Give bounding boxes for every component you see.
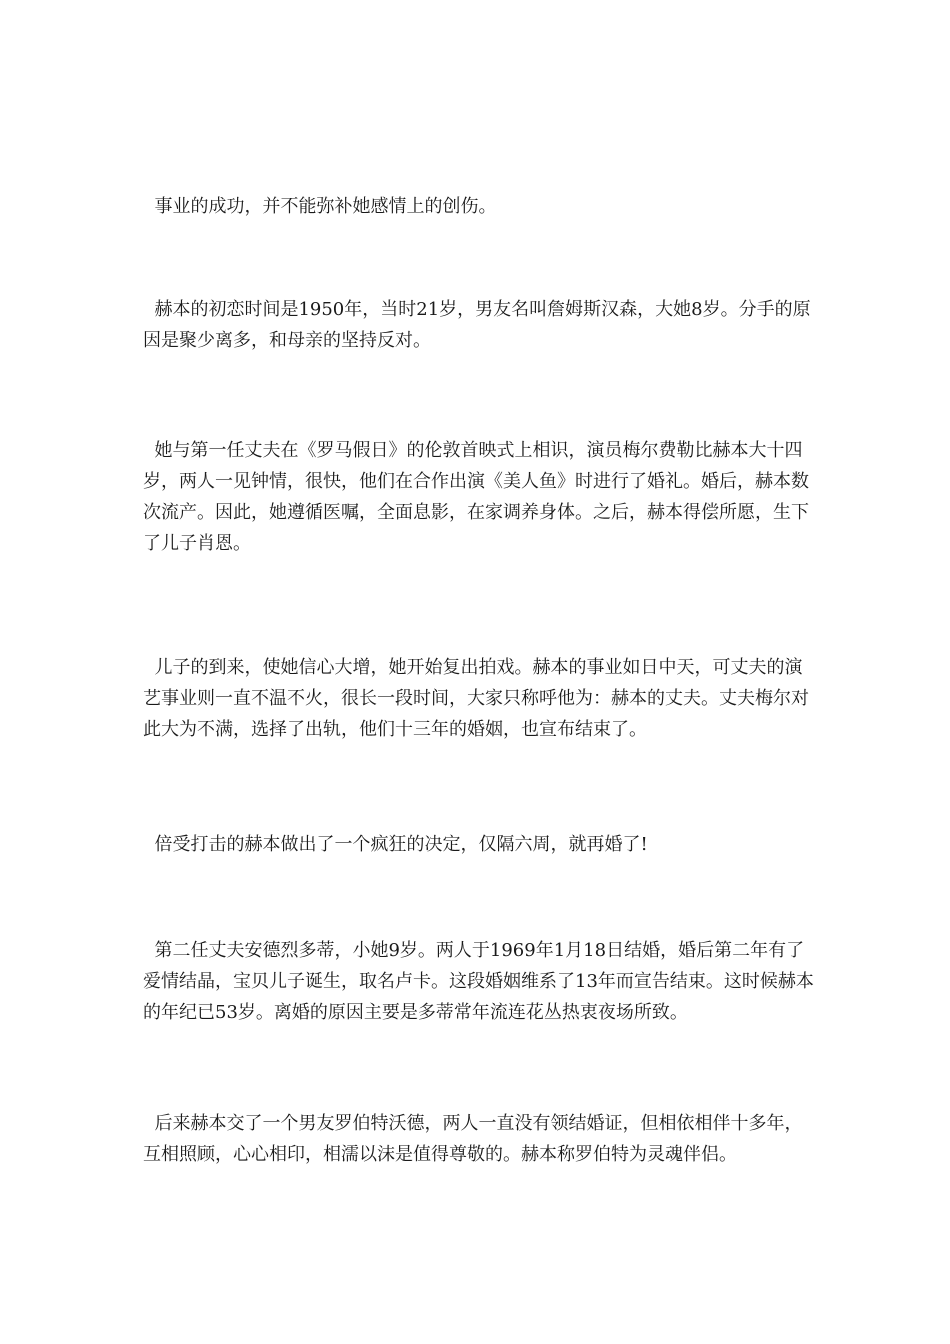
paragraph-first-love: 赫本的初恋时间是1950年，当时21岁，男友名叫詹姆斯汉森，大她8岁。分手的原因是聚少离多，和母亲的坚持反对。 — [143, 299, 811, 351]
paragraph-remarriage: 倍受打击的赫本做出了一个疯狂的决定，仅隔六周，就再婚了! — [143, 834, 648, 855]
paragraph-soulmate: 后来赫本交了一个男友罗伯特沃德，两人一直没有领结婚证，但相依相伴十多年，互相照顾，心心相印，相濡以沫是值得尊敬的。赫本称罗伯特为灵魂伴侣。 — [143, 1113, 803, 1165]
paragraph-second-husband: 第二任丈夫安德烈多蒂，小她9岁。两人于1969年1月18日结婚，婚后第二年有了爱情结晶，宝贝儿子诞生，取名卢卡。这段婚姻维系了13年而宣告结束。这时候赫本的年纪已53岁。离婚的原因主要是多蒂常年流连花丛热衷夜场所致。 — [143, 940, 814, 1023]
paragraph-career-success: 事业的成功，并不能弥补她感情上的创伤。 — [143, 196, 497, 217]
paragraph-first-husband: 她与第一任丈夫在《罗马假日》的伦敦首映式上相识，演员梅尔费勒比赫本大十四岁，两人一见钟情，很快，他们在合作出演《美人鱼》时进行了婚礼。婚后，赫本数次流产。因此，她遵循医嘱，全面息影，在家调养身体。之后，赫本得偿所愿，生下了儿子肖恩。 — [143, 440, 809, 554]
paragraph-son-and-divorce: 儿子的到来，使她信心大增，她开始复出拍戏。赫本的事业如日中天，可丈夫的演艺事业则一直不温不火，很长一段时间，大家只称呼他为：赫本的丈夫。丈夫梅尔对此大为不满，选择了出轨，他们十三年的婚姻，也宣布结束了。 — [143, 657, 809, 740]
